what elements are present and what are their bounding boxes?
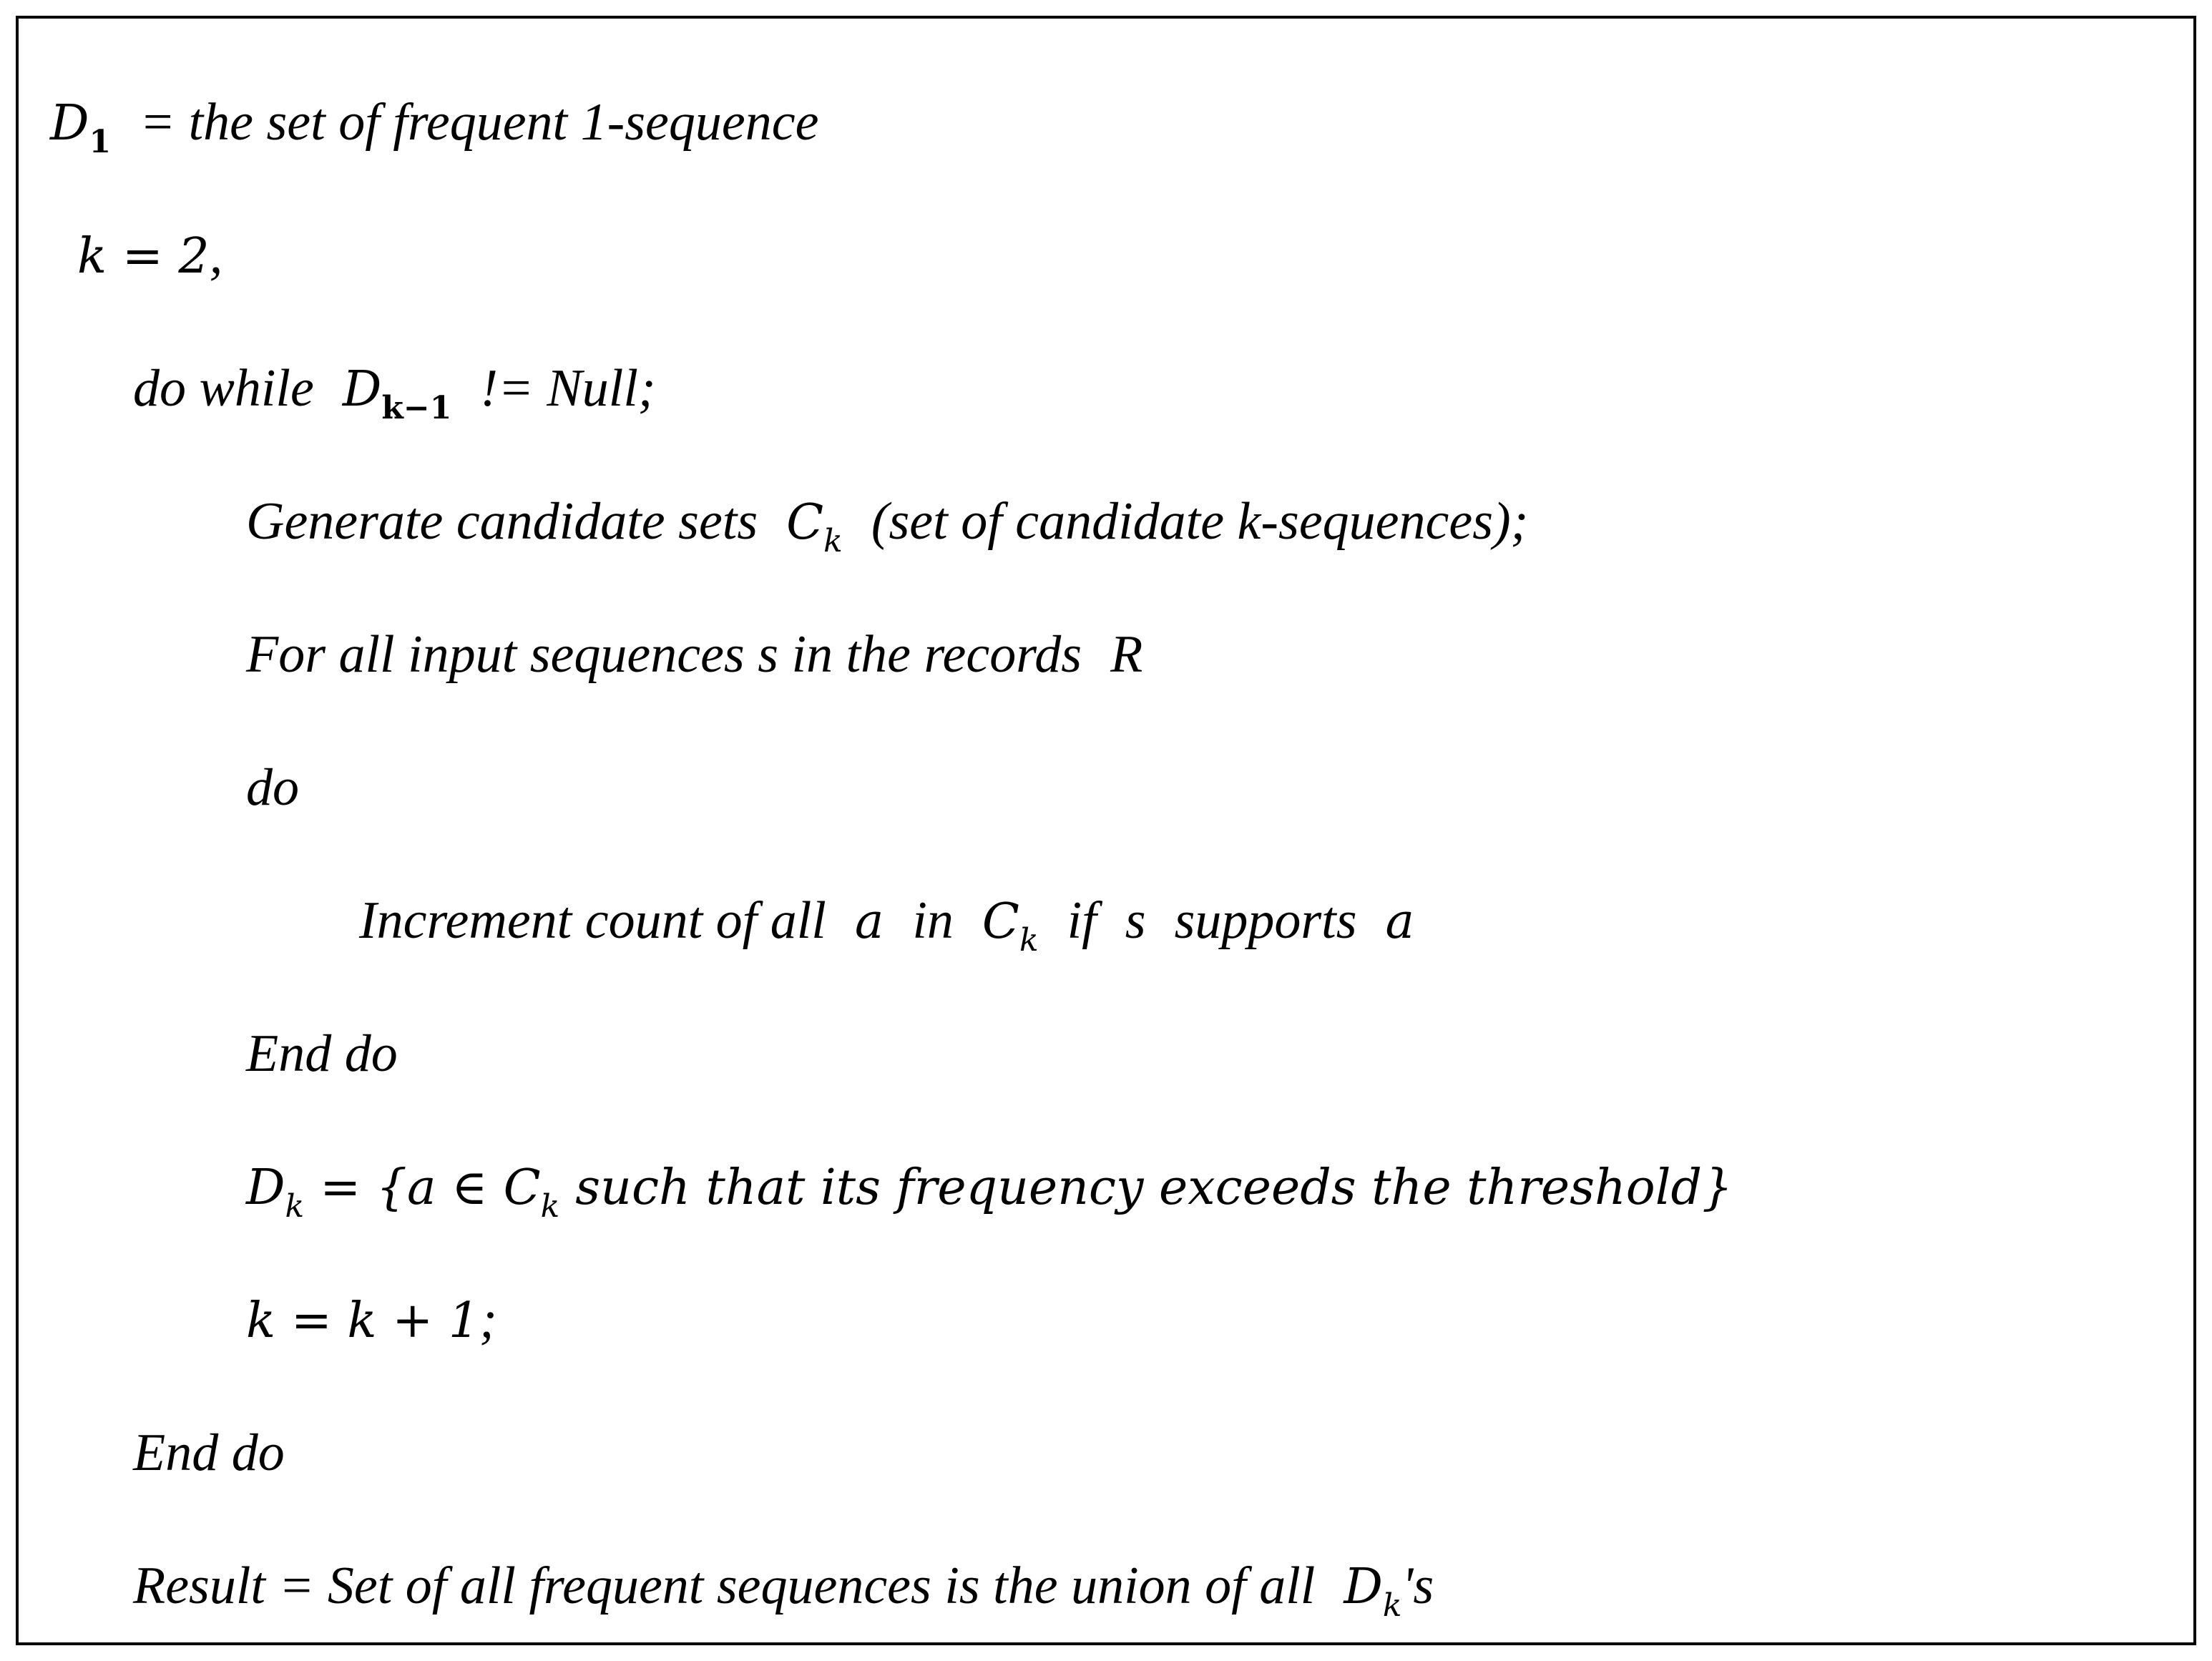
- line-tail: ;: [479, 1290, 497, 1349]
- math-expr: k = 2: [77, 228, 210, 285]
- line-text: Result = Set of all frequent sequences is the union of all: [133, 1557, 1316, 1615]
- algo-line-12: [133, 1557, 1434, 1624]
- var-d: D: [1344, 1559, 1383, 1615]
- keyword-if: if: [1067, 891, 1097, 950]
- subscript: k−1: [381, 390, 452, 426]
- algo-line-7: [359, 891, 1415, 959]
- line-text: End do: [246, 1024, 398, 1083]
- var-r: R: [1110, 625, 1143, 684]
- subscript: k: [540, 1188, 560, 1225]
- keyword-in: in: [912, 891, 954, 950]
- line-text: For all input sequences s in the records: [246, 625, 1082, 684]
- line-text: Generate candidate sets: [246, 492, 758, 551]
- line-text: (set of candidate k-sequences);: [871, 492, 1529, 551]
- var-a: a: [854, 893, 884, 950]
- var-d: D: [342, 361, 382, 418]
- algo-line-3: [133, 359, 656, 426]
- algo-line-10: [246, 1290, 497, 1349]
- set-open: = {a ∈: [320, 1160, 488, 1216]
- algo-line-6: [246, 758, 299, 817]
- subscript: 1: [89, 124, 112, 160]
- line-text: do while: [133, 359, 314, 418]
- var-d: D: [246, 1160, 285, 1216]
- algo-line-5: [246, 625, 1143, 684]
- line-text: End do: [133, 1424, 285, 1482]
- algo-line-4: [246, 492, 1529, 559]
- var-d: D: [50, 95, 89, 152]
- line-text: 's: [1401, 1557, 1434, 1615]
- subscript: k: [285, 1188, 305, 1225]
- algo-line-8: [246, 1024, 398, 1083]
- algo-line-1: [50, 93, 819, 160]
- line-tail: ,: [209, 226, 223, 285]
- subscript: k: [1382, 1587, 1402, 1624]
- line-text: = the set of frequent 1-sequence: [140, 93, 819, 152]
- set-condition: such that its frequency exceeds the threshold}: [575, 1160, 1733, 1216]
- algo-line-11: [133, 1424, 285, 1482]
- var-c: C: [982, 893, 1019, 950]
- keyword-supports: supports: [1174, 891, 1357, 950]
- subscript: k: [1019, 922, 1039, 959]
- line-text: != Null;: [480, 359, 656, 418]
- var-c: C: [503, 1160, 541, 1216]
- line-text: do: [246, 758, 299, 817]
- line-text: Increment count of all: [359, 891, 826, 950]
- var-s: s: [1125, 891, 1146, 950]
- algo-line-2: [77, 226, 223, 285]
- var-a: a: [1385, 893, 1415, 950]
- var-c: C: [786, 494, 824, 551]
- algo-line-9: [246, 1160, 1733, 1225]
- algorithm-box: [16, 16, 2196, 1645]
- subscript: k: [823, 523, 843, 559]
- math-expr: k = k + 1: [246, 1293, 480, 1349]
